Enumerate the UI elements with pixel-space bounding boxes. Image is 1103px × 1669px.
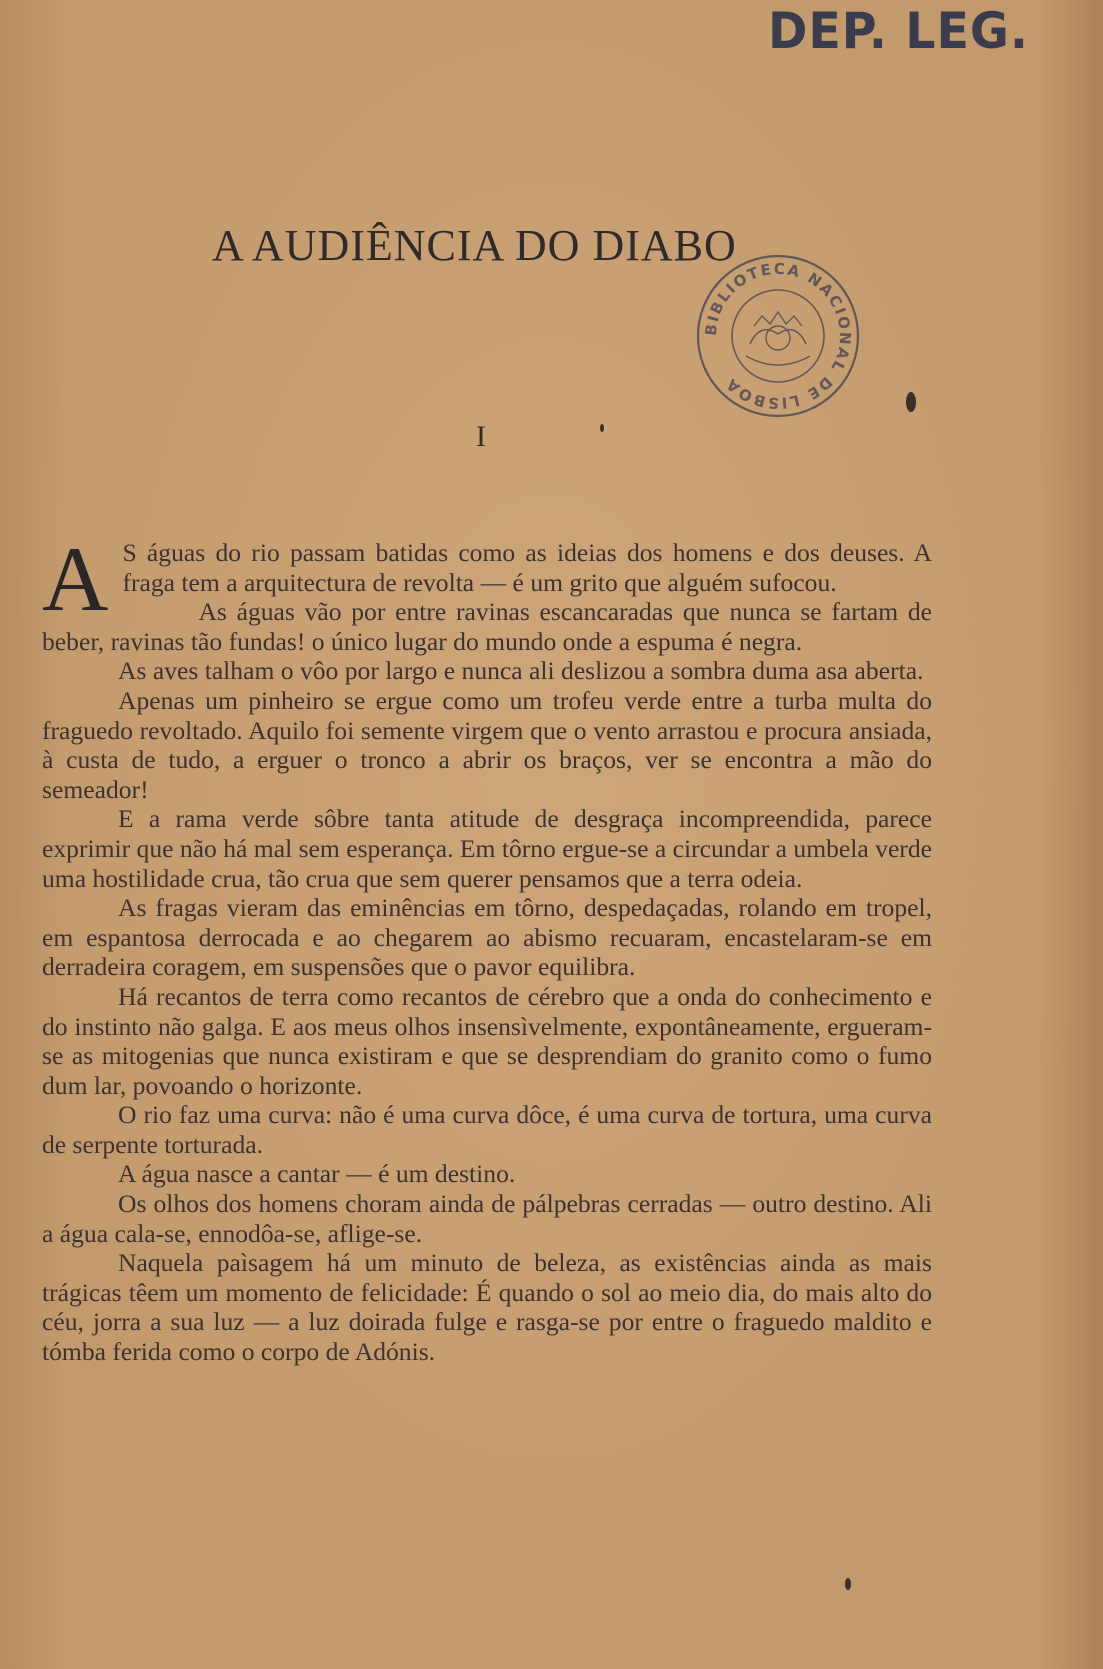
paragraph: As aves talham o vôo por largo e nunca ali deslizou a sombra duma asa aberta. (118, 656, 924, 686)
paragraph: Os olhos dos homens choram ainda de pálpebras cerradas — outro destino. Ali a água cala-se, ennodôa-se, aflige-se. (42, 1189, 932, 1248)
paragraph: As águas vão por entre ravinas escancaradas que nunca se fartam de beber, ravinas tão fundas! o único lugar do mundo onde a espuma é negra. (42, 597, 932, 656)
ink-speck (845, 1578, 851, 1590)
section-number: I (476, 420, 486, 453)
paragraph: O rio faz uma curva: não é uma curva dôce, é uma curva de tortura, uma curva de serpente torturada. (42, 1100, 932, 1159)
deposit-stamp: DEP. LEG. (768, 2, 1029, 60)
paragraph: Naquela paìsagem há um minuto de beleza, as existências ainda as mais trágicas têem um momento de felicidade: É quando o sol ao meio dia, do mais alto do céu, jorra a sua luz — a luz doirada fulge e rasga-se por entre o fraguedo maldito e tómba ferida como o corpo de Adónis. (42, 1248, 932, 1367)
seal-text: BIBLIOTECA NACIONAL DE LISBOA (701, 259, 855, 413)
ink-speck (600, 424, 604, 432)
library-seal-stamp (688, 236, 868, 426)
body-text (42, 528, 932, 1367)
first-paragraph-text: S águas do rio passam batidas como as ideias dos homens e dos deuses. A fraga tem a arquitectura de revolta — é um grito que alguém sufocou. (122, 538, 932, 597)
drop-cap: A (42, 528, 109, 630)
paragraph: As fragas vieram das eminências em tôrno, despedaçadas, rolando em tropel, em espantosa derrocada e ao chegarem ao abismo recuaram, encastelaram-se em derradeira coragem, em suspensões que o pavor equilibra. (42, 893, 932, 982)
paragraph: E a rama verde sôbre tanta atitude de desgraça incompreendida, parece exprimir que não há mal sem esperança. Em tôrno ergue-se a circundar a umbela verde uma hostilidade crua, tão crua que sem querer pensamos que a terra odeia. (42, 804, 932, 893)
ink-speck (906, 392, 916, 412)
paragraph: Apenas um pinheiro se ergue como um trofeu verde entre a turba multa do fraguedo revoltado. Aquilo foi semente virgem que o vento arrastou e procura ansiada, à custa de tudo, a erguer o tronco a abrir os braços, ver se encontra a mão do semeador! (42, 685, 932, 804)
chapter-title: A AUDIÊNCIA DO DIABO (212, 221, 737, 270)
paragraph: A água nasce a cantar — é um destino. (118, 1159, 516, 1189)
svg-text:BIBLIOTECA NACIONAL DE LISBOA (702, 260, 855, 412)
paragraph: Há recantos de terra como recantos de cérebro que a onda do conhecimento e do instinto não galga. E aos meus olhos insensìvelmente, expontâneamente, ergueram-se as mitogenias que nunca existiram e que se desprendiam do granito como o fumo dum lar, povoando o horizonte. (42, 981, 932, 1100)
